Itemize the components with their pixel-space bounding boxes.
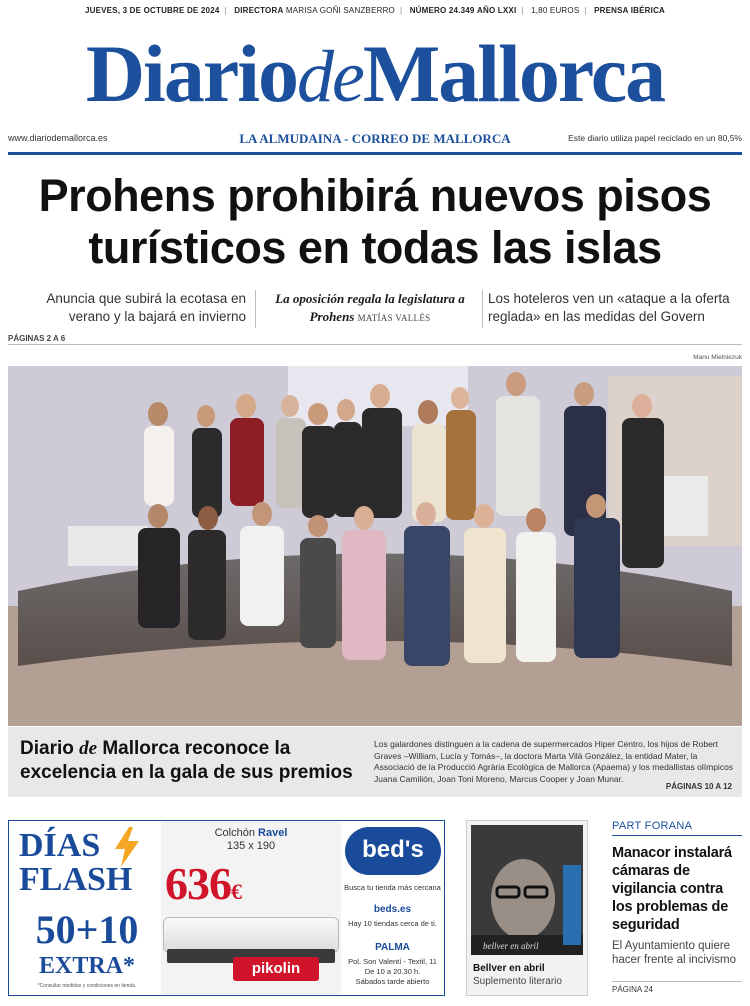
masthead-subbar	[8, 131, 742, 145]
supplement-promo[interactable]	[466, 820, 588, 996]
caption-title-part: Diario	[20, 738, 80, 759]
ad-web[interactable]	[343, 905, 442, 915]
ad-flash: FLASH	[19, 861, 133, 898]
supplement-title: Bellver en abril	[473, 963, 545, 974]
website-link[interactable]: www.diariodemallorca.es	[8, 133, 108, 143]
ad-find-store: Busca tu tienda más cercana	[344, 883, 441, 892]
masthead-word-2: de	[297, 36, 363, 118]
masthead-tagline: LA ALMUDAINA - CORREO DE MALLORCA	[239, 131, 511, 146]
ad-city-text: PALMA	[375, 942, 410, 953]
mattress-image	[163, 917, 339, 953]
ad-city	[343, 943, 442, 953]
caption-text: Los galardones distinguen a la cadena de supermercados Hiper Centro, los hijos de Robert Graves –William, Lucía y Tomás–, la doctora Marta Vilà González, la entidad Mater, la Associació de la Producció Agrària Ecològica de Mallorca (Apaema) y los medallistas olímpicos Juana Camilión, Joan Toni Moreno, Marcus Cooper y Joan Munar.	[374, 739, 734, 784]
director-label: DIRECTORA	[234, 6, 284, 15]
ad-promo-panel	[9, 821, 161, 995]
supplement-cover	[471, 825, 583, 955]
caption-pages-ref: PÁGINAS 10 A 12	[665, 782, 732, 791]
opinion-deck[interactable]	[263, 290, 477, 327]
issue-number: NÚMERO 24.349	[409, 6, 475, 15]
side-divider	[612, 981, 742, 982]
ad-saturday: Sábados tarde abierto	[355, 977, 430, 986]
ad-hours: De 10 a 20.30 h.	[364, 967, 421, 976]
opinion-author: MATÍAS VALLÉS	[357, 313, 431, 323]
ad-currency: €	[231, 879, 241, 904]
side-page-ref: PÁGINA 24	[612, 985, 653, 994]
ad-product-label	[161, 827, 341, 853]
ad-extra: EXTRA*	[38, 953, 135, 979]
side-summary: El Ayuntamiento quiere hacer frente al incivismo	[612, 940, 736, 966]
lead-pages-ref: PÁGINAS 2 A 6	[8, 334, 66, 343]
recycled-paper-note: Este diario utiliza papel reciclado en un 80,5%	[568, 133, 742, 143]
caption-title-part: Mallorca reconoce la excelencia en la gala de sus premios	[20, 738, 353, 783]
lead-decks	[8, 290, 742, 328]
masthead-word-1: Diario	[85, 28, 298, 119]
lightning-bolt-icon	[111, 827, 143, 867]
ad-store-count: Hay 10 tiendas cerca de ti.	[348, 919, 437, 928]
caption-title[interactable]	[20, 737, 368, 785]
beds-logo: bed's	[345, 827, 441, 875]
photo-caption	[8, 727, 742, 797]
deck-divider	[255, 290, 256, 328]
section-divider	[8, 344, 742, 345]
deck-divider	[482, 290, 483, 328]
ad-price-value: 636	[165, 858, 231, 909]
side-story	[612, 820, 742, 996]
ad-price	[165, 857, 241, 910]
side-headline[interactable]: Manacor instalará cámaras de vigilancia contra los problemas de seguridad	[612, 845, 732, 933]
side-section-label: PART FORANA	[612, 820, 693, 832]
caption-title-part: de	[79, 738, 98, 759]
deck-left[interactable]: Anuncia que subirá la ecotasa en verano y la bajará en invierno	[46, 291, 246, 324]
newspaper-masthead[interactable]	[0, 28, 750, 123]
ad-size: 135 x 190	[226, 840, 276, 852]
pikolin-logo: pikolin	[233, 957, 319, 981]
awards-group-photo[interactable]	[8, 366, 742, 726]
masthead-divider	[8, 152, 742, 155]
photo-credit: Manu Mielniezuk	[693, 354, 742, 361]
opinion-title: La oposición regala la legislatura a Prohens	[275, 291, 465, 324]
issue-price: 1,80 EUROS	[531, 6, 580, 15]
edition-date: JUEVES, 3 DE OCTUBRE DE 2024	[84, 6, 220, 15]
side-section-rule	[612, 835, 742, 836]
lead-headline[interactable]: Prohens prohibirá nuevos pisos turísticos en todas las islas	[38, 170, 712, 273]
supplement-cover-portrait	[471, 825, 583, 955]
ad-product-panel	[161, 821, 341, 995]
director-name: MARISA GOÑI SANZBERRO	[285, 6, 395, 15]
ad-product: Colchón	[214, 827, 255, 839]
ad-discount: 50+10	[35, 907, 139, 952]
supplement-subtitle: Suplemento literario	[473, 976, 562, 987]
masthead-word-3: Mallorca	[362, 28, 665, 119]
ad-dias: DÍAS	[19, 827, 101, 864]
ad-fine-print: *Consultar medidas y condiciones en tienda.	[37, 983, 137, 989]
publisher-group: PRENSA IBÉRICA	[594, 6, 666, 15]
ad-address: Pol. Son Valentí - Textil, 11	[348, 957, 437, 966]
ad-store-panel	[341, 821, 444, 995]
edition-info-bar: JUEVES, 3 DE OCTUBRE DE 2024 | DIRECTORA MARISA GOÑI SANZBERRO | NÚMERO 24.349 AÑO LXXI | 1,80 EUROS | PRENSA IBÉRICA	[84, 6, 666, 15]
ad-web-text: beds.es	[373, 904, 412, 915]
supplement-cover-mark: bellver en abril	[483, 941, 539, 951]
beds-advertisement[interactable]	[8, 820, 445, 996]
ad-brand: Ravel	[258, 827, 288, 839]
deck-right[interactable]: Los hoteleros ven un «ataque a la oferta reglada» en las medidas del Govern	[488, 291, 730, 324]
issue-year: AÑO LXXI	[477, 6, 517, 15]
group-photo-illustration	[8, 366, 742, 726]
